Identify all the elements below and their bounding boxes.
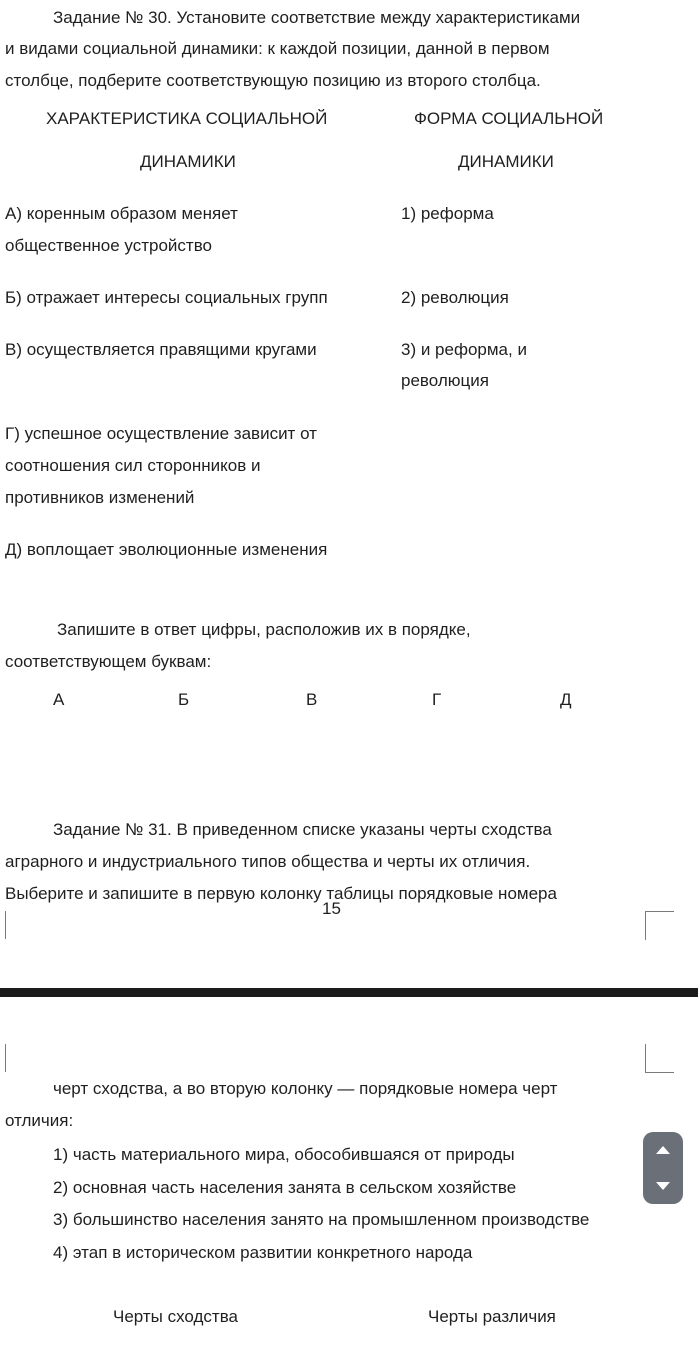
page-nav-control — [643, 1132, 683, 1204]
answer-letter-d: Д — [560, 690, 572, 709]
task31-intro-line2: аграрного и индустриального типов общества и черты их отличия. — [5, 852, 531, 871]
left-column-header-line2: ДИНАМИКИ — [140, 152, 236, 171]
crop-mark-bottom-left — [0, 911, 6, 939]
task31-intro-line3: Выберите и запишите в первую колонку таблицы порядковые номера — [5, 884, 557, 903]
characteristic-d: Д) воплощает эволюционные изменения — [5, 540, 328, 559]
form-1: 1) реформа — [401, 204, 494, 223]
task30-intro-line2: и видами социальной динамики: к каждой позиции, данной в первом — [5, 39, 550, 58]
page-divider — [0, 988, 698, 997]
crop-mark-bottom-right — [645, 911, 674, 940]
list-item: 1) часть материального мира, обособившаяся от природы — [53, 1145, 515, 1164]
table-header-similar: Черты сходства — [113, 1307, 238, 1326]
characteristic-a-line1: А) коренным образом меняет — [5, 204, 238, 223]
right-column-header-line2: ДИНАМИКИ — [458, 152, 554, 171]
left-column-header-line1: ХАРАКТЕРИСТИКА СОЦИАЛЬНОЙ — [46, 109, 328, 128]
answer-letter-b: Б — [178, 690, 190, 709]
caret-down-icon — [655, 1181, 671, 1191]
answer-letter-v: В — [306, 690, 318, 709]
task31-cont-line1: черт сходства, а во вторую колонку — порядковые номера черт — [53, 1079, 558, 1098]
page-up-button[interactable] — [643, 1135, 683, 1165]
answer-letter-a: А — [53, 690, 65, 709]
form-2: 2) революция — [401, 288, 509, 307]
form-3-line2: революция — [401, 371, 489, 390]
list-item: 2) основная часть населения занята в сельском хозяйстве — [53, 1178, 517, 1197]
characteristic-g-line2: соотношения сил сторонников и — [5, 456, 261, 475]
right-column-header-line1: ФОРМА СОЦИАЛЬНОЙ — [414, 109, 604, 128]
characteristic-b: Б) отражает интересы социальных групп — [5, 288, 328, 307]
caret-up-icon — [655, 1145, 671, 1155]
task30-intro-line3: столбце, подберите соответствующую позицию из второго столбца. — [5, 71, 541, 90]
table-header-different: Черты различия — [428, 1307, 556, 1326]
answer-prompt-line1: Запишите в ответ цифры, расположив их в порядке, — [57, 620, 471, 639]
list-item: 4) этап в историческом развитии конкретного народа — [53, 1243, 473, 1262]
answer-letter-g: Г — [432, 690, 442, 709]
characteristic-g-line1: Г) успешное осуществление зависит от — [5, 424, 317, 443]
page-number: 15 — [322, 899, 341, 918]
characteristic-v: В) осуществляется правящими кругами — [5, 340, 317, 359]
characteristic-g-line3: противников изменений — [5, 488, 195, 507]
task31-intro-line1: Задание № 31. В приведенном списке указаны черты сходства — [53, 820, 552, 839]
list-item: 3) большинство населения занято на промышленном производстве — [53, 1210, 590, 1229]
characteristic-a-line2: общественное устройство — [5, 236, 213, 255]
form-3-line1: 3) и реформа, и — [401, 340, 527, 359]
answer-prompt-line2: соответствующем буквам: — [5, 652, 212, 671]
crop-mark-top-left — [0, 1044, 6, 1072]
task30-intro-line1: Задание № 30. Установите соответствие между характеристиками — [53, 8, 581, 27]
page-down-button[interactable] — [643, 1171, 683, 1201]
crop-mark-top-right — [645, 1044, 674, 1073]
task31-cont-line2: отличия: — [5, 1111, 74, 1130]
